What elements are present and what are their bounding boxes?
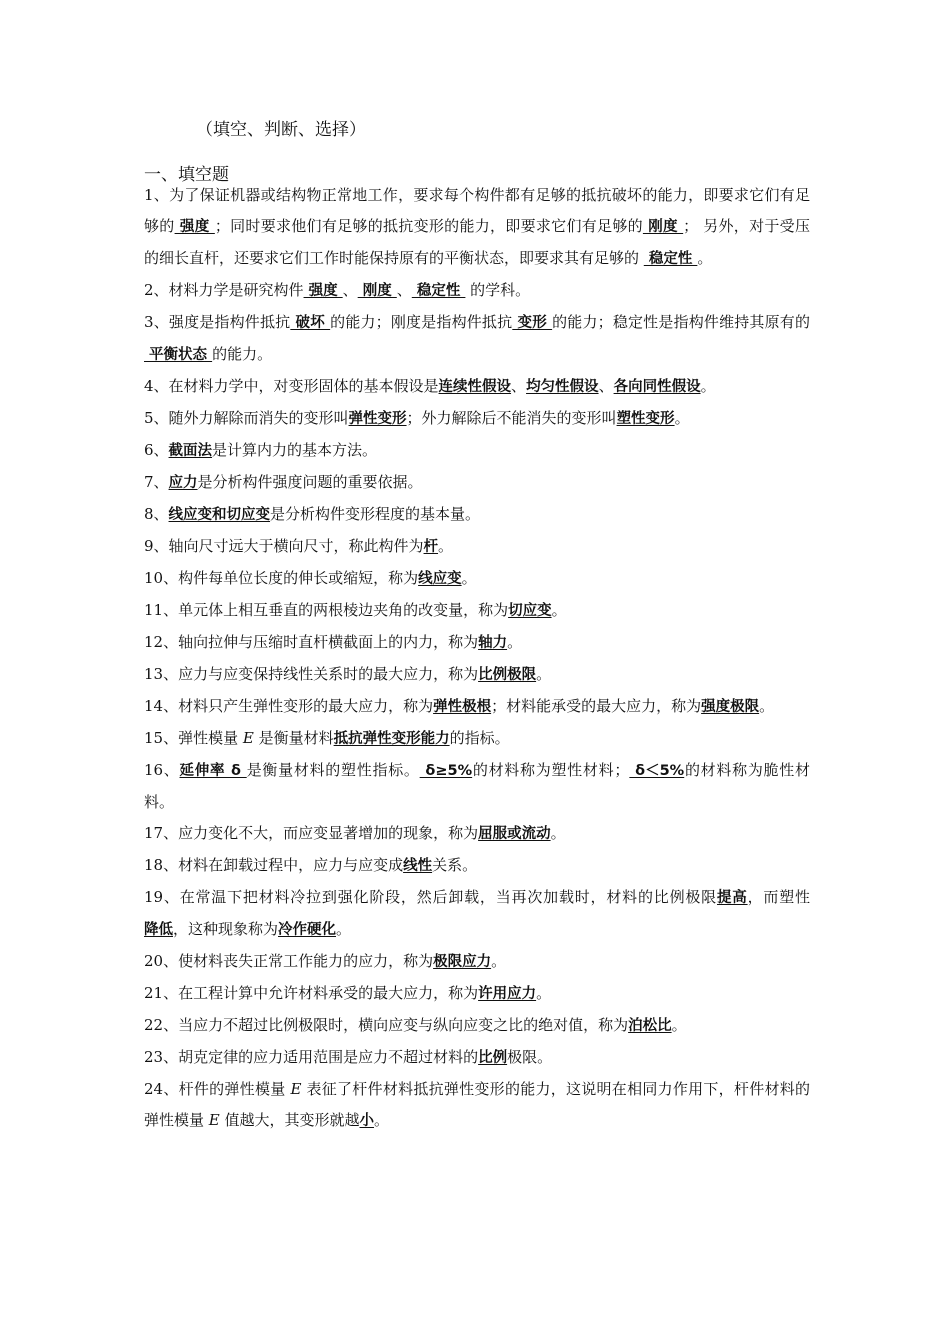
question-text: 。 (550, 824, 566, 842)
question-text: 极限。 (507, 1048, 553, 1066)
answer-blank: 强度极限 (701, 699, 760, 715)
answer-blank: 弹性变形 (348, 411, 407, 427)
answer-blank: 平衡状态 (144, 347, 213, 363)
answer-blank: 屈服或流动 (478, 826, 551, 842)
question-text: ； 另外，对于受压的细长直杆，还要求它们工作时能保持原有的平衡状态，即要求其有足够的 (144, 217, 810, 267)
question-text: 11、单元体上相互垂直的两根棱边夹角的改变量，称为 (144, 601, 509, 619)
question-text: 22、当应力不超过比例极限时，横向应变与纵向应变之比的绝对值，称为 (144, 1016, 629, 1034)
answer-blank: δ≥5% (419, 763, 473, 779)
question-text: 。 (697, 249, 713, 267)
answer-blank: 强度 (174, 219, 215, 235)
question-text: 的材料称为塑性材料； (472, 761, 630, 779)
question-text: 的能力；稳定性是指构件维持其原有的 (552, 313, 810, 331)
answer-blank: 稳定性 (411, 283, 466, 299)
question-text: 。 (374, 1111, 390, 1129)
question-text: 。 (759, 697, 775, 715)
question-text: 是计算内力的基本方法。 (212, 441, 378, 459)
question-text: 5、随外力解除而消失的变形叫 (144, 409, 349, 427)
question-text: 。 (336, 920, 352, 938)
answer-blank: 切应变 (508, 603, 552, 619)
question-text: 是衡量材料 (253, 729, 334, 747)
answer-blank: 冷作硬化 (278, 922, 337, 938)
question-item (144, 946, 810, 978)
question-text: ，而塑性 (747, 888, 811, 906)
question-text: 。 (536, 984, 552, 1002)
answer-blank: 延伸率 δ (179, 763, 247, 779)
question-item (144, 1010, 810, 1042)
question-text: 21、在工程计算中允许材料承受的最大应力，称为 (144, 984, 479, 1002)
answer-blank: 泊松比 (628, 1018, 672, 1034)
math-symbol: E (290, 1080, 302, 1098)
question-text: 6、 (144, 441, 169, 459)
question-text: 2、材料力学是研究构件 (144, 281, 304, 299)
answer-blank: 极限应力 (433, 954, 492, 970)
question-item (144, 659, 810, 691)
question-text: 。 (491, 952, 507, 970)
question-text: 。 (536, 665, 552, 683)
answer-blank: 连续性假设 (438, 379, 512, 395)
answer-blank: 变形 (512, 315, 553, 331)
answer-blank: 降低 (144, 922, 173, 938)
question-item (144, 691, 810, 723)
question-item (144, 882, 810, 946)
question-item (144, 403, 810, 435)
question-text: 1、为了保证机器或结构物正常地工作，要求每个构件都有足够的抵抗破坏的能力，即要求它们有足够的 (144, 186, 810, 235)
question-text: 的指标。 (449, 729, 510, 747)
question-text: 9、轴向尺寸远大于横向尺寸，称此构件为 (144, 537, 424, 555)
question-text: 。 (438, 537, 454, 555)
question-item (144, 467, 810, 499)
question-item (144, 307, 810, 371)
question-item (144, 755, 810, 818)
answer-blank: 强度 (303, 283, 343, 299)
answer-blank: 弹性极根 (433, 699, 492, 715)
question-text: 是分析构件变形程度的基本量。 (270, 505, 481, 523)
question-text: 14、材料只产生弹性变形的最大应力，称为 (144, 697, 434, 715)
answer-blank: 稳定性 (643, 251, 698, 267)
question-item (144, 371, 810, 403)
question-list (144, 180, 810, 1137)
page-subtitle: （填空、判断、选择） (196, 120, 366, 140)
question-text: 20、使材料丧失正常工作能力的应力，称为 (144, 952, 434, 970)
question-text: 。 (671, 1016, 687, 1034)
answer-blank: 轴力 (478, 635, 508, 651)
answer-blank: 比例极限 (478, 667, 537, 683)
answer-blank: 各向同性假设 (613, 379, 701, 395)
question-text: 是分析构件强度问题的重要依据。 (197, 473, 423, 491)
question-text: ；外力解除后不能消失的变形叫 (406, 409, 617, 427)
question-text: 。 (551, 601, 567, 619)
answer-blank: 应力 (168, 475, 198, 491)
answer-blank: 提高 (716, 890, 748, 906)
question-text: 10、构件每单位长度的伸长或缩短，称为 (144, 569, 419, 587)
question-text: 3、强度是指构件抵抗 (144, 313, 291, 331)
answer-blank: 线性 (403, 858, 433, 874)
answer-blank: 塑性变形 (616, 411, 675, 427)
answer-blank: 杆 (423, 539, 439, 555)
answer-blank: 小 (359, 1113, 375, 1129)
question-item (144, 275, 810, 307)
question-item (144, 818, 810, 850)
question-item (144, 531, 810, 563)
question-text: 19、在常温下把材料冷拉到强化阶段，然后卸载，当再次加载时，材料的比例极限 (144, 888, 717, 906)
question-text: 表征了杆件材料抵抗弹性变形的能力，这说明在相同力作用下，杆件材料的弹性模量 (144, 1080, 810, 1129)
question-text: 、 (511, 377, 527, 395)
question-text: 17、应力变化不大，而应变显著增加的现象，称为 (144, 824, 479, 842)
answer-blank: 线应变和切应变 (168, 507, 271, 523)
question-text: 的能力。 (212, 345, 273, 363)
question-text: 、 (396, 281, 412, 299)
question-item (144, 180, 810, 275)
question-item (144, 499, 810, 531)
question-item (144, 563, 810, 595)
question-text: 8、 (144, 505, 169, 523)
question-text: 关系。 (432, 856, 478, 874)
question-text: ；同时要求他们有足够的抵抗变形的能力，即要求它们有足够的 (214, 217, 643, 235)
question-item (144, 627, 810, 659)
question-text: 13、应力与应变保持线性关系时的最大应力，称为 (144, 665, 479, 683)
question-text: 。 (674, 409, 690, 427)
answer-blank: 许用应力 (478, 986, 537, 1002)
question-text: 、 (598, 377, 614, 395)
answer-blank: 比例 (478, 1050, 508, 1066)
question-text: 、 (342, 281, 358, 299)
question-item (144, 978, 810, 1010)
answer-blank: 抵抗弹性变形能力 (333, 731, 450, 747)
question-text: 15、弹性模量 (144, 729, 243, 747)
question-text: 的材料称为脆性材料。 (144, 761, 810, 811)
math-symbol: E (208, 1111, 220, 1129)
question-item (144, 595, 810, 627)
question-text: 18、材料在卸载过程中，应力与应变成 (144, 856, 404, 874)
answer-blank: 破坏 (290, 315, 331, 331)
question-item (144, 723, 810, 755)
question-text: 24、杆件的弹性模量 (144, 1080, 291, 1098)
question-item (144, 850, 810, 882)
question-text: 7、 (144, 473, 169, 491)
answer-blank: 刚度 (357, 283, 397, 299)
question-text: 是衡量材料的塑性指标。 (246, 761, 420, 779)
question-text: 。 (700, 377, 716, 395)
question-text: ，这种现象称为 (173, 920, 279, 938)
question-text: 12、轴向拉伸与压缩时直杆横截面上的内力，称为 (144, 633, 479, 651)
answer-blank: δ＜5% (629, 763, 685, 779)
question-text: 值越大，其变形就越 (219, 1111, 360, 1129)
question-item (144, 1042, 810, 1074)
question-item (144, 1074, 810, 1137)
section-title: 一、填空题 (144, 165, 229, 185)
question-text: 。 (461, 569, 477, 587)
answer-blank: 刚度 (642, 219, 684, 235)
question-text: 4、在材料力学中，对变形固体的基本假设是 (144, 377, 439, 395)
question-text: 的学科。 (465, 281, 531, 299)
answer-blank: 线应变 (418, 571, 462, 587)
question-text: 23、胡克定律的应力适用范围是应力不超过材料的 (144, 1048, 479, 1066)
answer-blank: 截面法 (168, 443, 213, 459)
question-text: ；材料能承受的最大应力，称为 (491, 697, 702, 715)
question-item (144, 435, 810, 467)
answer-blank: 均匀性假设 (526, 379, 599, 395)
math-symbol: E (242, 729, 254, 747)
question-text: 的能力；刚度是指构件抵抗 (330, 313, 513, 331)
question-text: 。 (507, 633, 523, 651)
question-text: 16、 (144, 761, 180, 779)
